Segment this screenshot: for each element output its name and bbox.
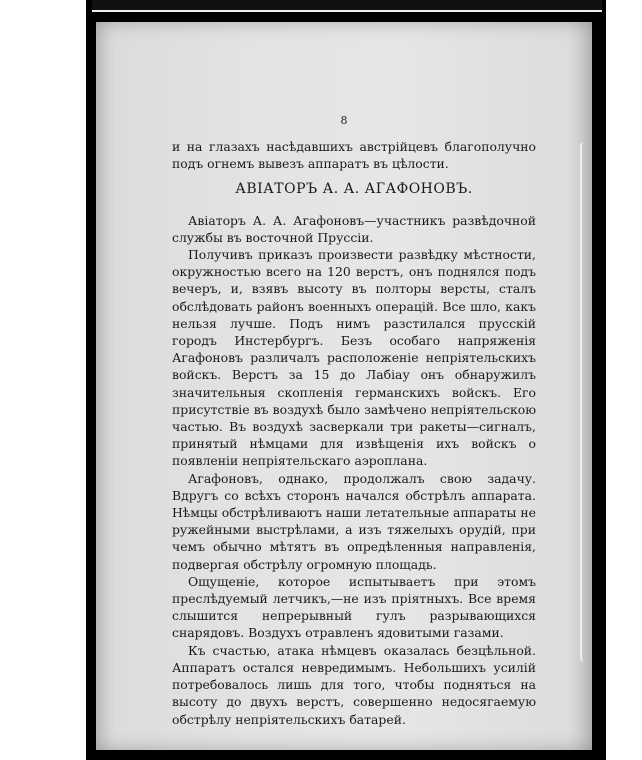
paragraph-4: Ощущеніе, которое испытываетъ при этомъ преслѣдуемый летчикъ,—не изъ пріятныхъ. Все время слышится непрерывный гулъ разрывающихся снарядовъ. Воздухъ отравленъ ядовитыми газами. bbox=[172, 573, 536, 641]
previous-page-edge bbox=[92, 0, 602, 12]
page-number: 8 bbox=[340, 114, 348, 127]
paragraph-3: Агафоновъ, однако, продолжалъ свою задачу. Вдругъ со всѣхъ сторонъ начался обстрѣлъ аппарата. Нѣмцы обстрѣливаютъ наши летательные аппараты не ружейными выстрѣлами, а изъ тяжелыхъ орудій, при чемъ обычно мѣтятъ въ опредѣленныя направленія, подвергая обстрѣлу огромную площадь. bbox=[172, 470, 536, 572]
page-curl-highlight bbox=[580, 142, 588, 662]
intro-paragraph: и на глазахъ насѣдавшихъ австрійцевъ благополучно подъ огнемъ вывезъ аппаратъ въ цѣлости. bbox=[172, 139, 536, 172]
paragraph-2: Получивъ приказъ произвести развѣдку мѣстности, окружностью всего на 120 верстъ, онъ поднялся подъ вечеръ, и, взявъ высоту въ полторы версты, сталъ обслѣдовать районъ военныхъ операцій. Все шло, какъ нельзя лучше. Подъ нимъ разстилался прусскій городъ Инстербургъ. Безъ особаго напряженія Агафоновъ различалъ расположеніе непріятельскихъ войскъ. Верстъ за 15 до Лабіау онъ обнаружилъ значительныя скопленія германскихъ войскъ. Его присутствіе въ воздухѣ было замѣчено непріятельскою частью. Въ воздухѣ засверкали три ракеты—сигналъ, принятый нѣмцами для извѣщенія ихъ войскъ о появленіи непріятельскаго аэроплана. bbox=[172, 247, 536, 469]
paragraph-5: Къ счастью, атака нѣмцевъ оказалась безцѣльной. Аппаратъ остался невредимымъ. Небольшихъ усилій потребовалось лишь для того, чтобы подняться на высоту до двухъ верстъ, совершенно недосягаемую обстрѣлу непріятельскихъ батарей. bbox=[172, 642, 536, 727]
paragraph-1: Авіаторъ А. А. Агафоновъ—участникъ развѣдочной службы въ восточной Пруссіи. bbox=[172, 212, 536, 245]
page-text bbox=[172, 138, 536, 728]
book-page bbox=[96, 22, 592, 750]
section-heading: АВІАТОРЪ А. А. АГАФОНОВЪ. bbox=[235, 181, 473, 198]
